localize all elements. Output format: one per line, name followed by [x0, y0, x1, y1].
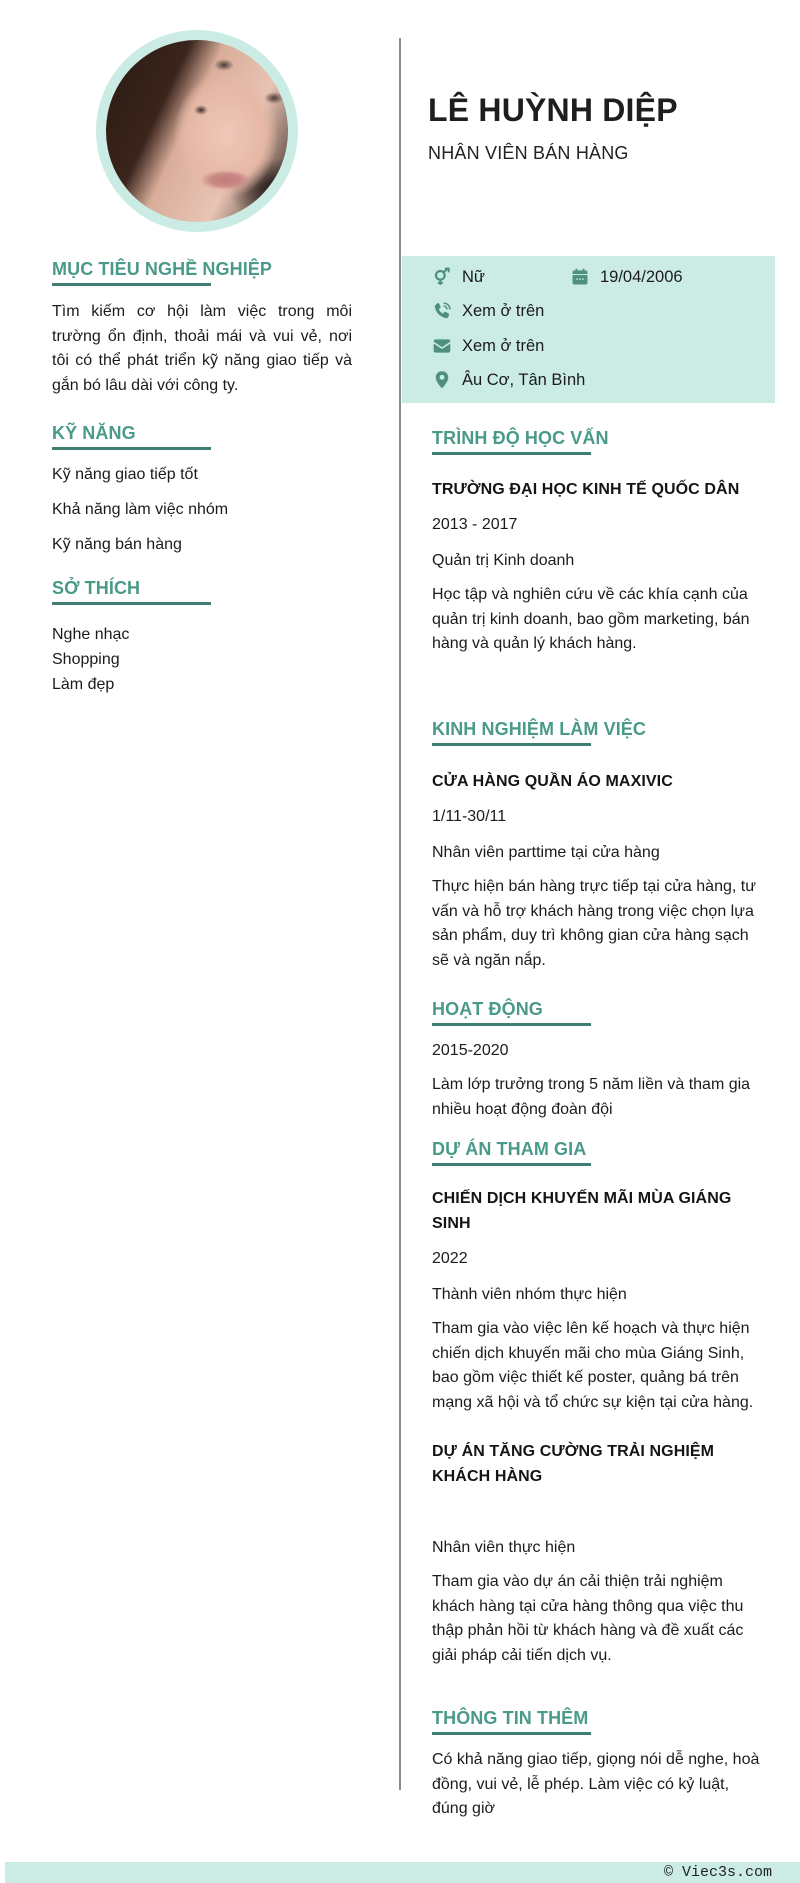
section-title: THÔNG TIN THÊM — [432, 1708, 589, 1728]
education-period: 2013 - 2017 — [432, 516, 518, 533]
project-item — [432, 1439, 762, 1668]
contact-block — [402, 256, 775, 403]
section-title: KINH NGHIỆM LÀM VIỆC — [432, 719, 647, 739]
projects-section — [432, 1138, 762, 1668]
skills-section — [52, 422, 352, 555]
phone-value: Xem ở trên — [462, 301, 545, 320]
education-description: Học tập và nghiên cứu về các khía cạnh của quản trị kinh doanh, bao gồm marketing, bán hàng và quản lý khách hàng. — [432, 586, 750, 652]
hobby-item: Shopping — [52, 651, 120, 668]
activity-description: Làm lớp trưởng trong 5 năm liền và tham gia nhiều hoạt động đoàn đội — [432, 1076, 751, 1118]
hobby-list — [52, 622, 352, 697]
calendar-icon — [570, 267, 590, 287]
birthday-value: 19/04/2006 — [600, 267, 683, 286]
experience-section — [432, 718, 762, 973]
project-name: DỰ ÁN TĂNG CƯỜNG TRẢI NGHIỆM KHÁCH HÀNG — [432, 1443, 715, 1485]
gender-icon — [432, 267, 452, 287]
skill-item: Kỹ năng giao tiếp tốt — [52, 466, 198, 483]
address-value: Âu Cơ, Tân Bình — [462, 370, 586, 389]
section-underline — [432, 1023, 591, 1026]
hobbies-section — [52, 577, 352, 697]
experience-position: Nhân viên parttime tại cửa hàng — [432, 844, 660, 861]
activity-period: 2015-2020 — [432, 1042, 509, 1059]
activities-section — [432, 998, 762, 1122]
contact-email — [432, 336, 544, 356]
job-title: NHÂN VIÊN BÁN HÀNG — [428, 143, 629, 163]
contact-gender — [432, 267, 485, 287]
footer-bar — [5, 1862, 800, 1883]
project-period: 2022 — [432, 1250, 468, 1267]
section-underline — [52, 283, 211, 286]
contact-phone — [432, 301, 544, 321]
copyright-text: © Viec3s.com — [663, 1864, 772, 1881]
gender-value: Nữ — [462, 267, 485, 286]
section-underline — [432, 452, 591, 455]
project-item — [432, 1186, 762, 1415]
education-major: Quản trị Kinh doanh — [432, 552, 575, 569]
project-name: CHIẾN DỊCH KHUYẾN MÃI MÙA GIÁNG SINH — [432, 1190, 732, 1232]
section-underline — [432, 1163, 591, 1166]
section-underline — [432, 743, 591, 746]
section-title: HOẠT ĐỘNG — [432, 999, 543, 1019]
project-description: Tham gia vào việc lên kế hoạch và thực hiện chiến dịch khuyến mãi cho mùa Giáng Sinh, bao gồm việc thiết kế poster, quảng bá trên mạng xã hội và tổ chức sự kiện tại cửa hàng. — [432, 1320, 754, 1411]
school-name: TRƯỜNG ĐẠI HỌC KINH TẾ QUỐC DÂN — [432, 481, 740, 498]
experience-description: Thực hiện bán hàng trực tiếp tại cửa hàng, tư vấn và hỗ trợ khách hàng trong việc chọn lựa sản phẩm, duy trì không gian cửa hàng sạch sẽ và ngăn nắp. — [432, 878, 756, 969]
candidate-name: LÊ HUỲNH DIỆP — [428, 92, 678, 128]
additional-info-section — [432, 1707, 762, 1822]
phone-icon — [432, 301, 452, 321]
section-title: SỞ THÍCH — [52, 578, 141, 598]
skill-item: Kỹ năng bán hàng — [52, 536, 182, 553]
contact-address — [432, 370, 585, 390]
hobby-item: Nghe nhạc — [52, 626, 130, 643]
hobby-item: Làm đẹp — [52, 676, 115, 693]
contact-birthday — [570, 267, 683, 287]
project-description: Tham gia vào dự án cải thiện trải nghiệm khách hàng tại cửa hàng thông qua việc thu thập phản hồi từ khách hàng và đề xuất các giải pháp cải tiến dịch vụ. — [432, 1573, 744, 1664]
section-title: MỤC TIÊU NGHỀ NGHIỆP — [52, 259, 273, 279]
envelope-icon — [432, 336, 452, 356]
section-underline — [52, 602, 211, 605]
additional-info-text: Có khả năng giao tiếp, giọng nói dễ nghe, hoà đồng, vui vẻ, lễ phép. Làm việc có kỷ luật, đúng giờ — [432, 1751, 760, 1817]
section-title: TRÌNH ĐỘ HỌC VẤN — [432, 428, 609, 448]
project-period — [432, 1502, 762, 1522]
avatar — [96, 30, 298, 232]
section-underline — [52, 447, 211, 450]
project-role: Nhân viên thực hiện — [432, 1539, 576, 1556]
section-title: KỸ NĂNG — [52, 423, 136, 443]
project-role: Thành viên nhóm thực hiện — [432, 1286, 627, 1303]
column-divider — [399, 38, 401, 1790]
objective-text: Tìm kiếm cơ hội làm việc trong môi trường ổn định, thoải mái và vui vẻ, nơi tôi có thể phát triển kỹ năng giao tiếp và gắn bó lâu dài với công ty. — [52, 303, 352, 394]
experience-period: 1/11-30/11 — [432, 808, 507, 825]
education-section — [432, 427, 762, 657]
company-name: CỬA HÀNG QUẦN ÁO MAXIVIC — [432, 773, 673, 790]
section-underline — [432, 1732, 591, 1735]
objective-section — [52, 258, 352, 398]
section-title: DỰ ÁN THAM GIA — [432, 1139, 587, 1159]
email-value: Xem ở trên — [462, 336, 545, 355]
skill-item: Khả năng làm việc nhóm — [52, 501, 229, 518]
location-pin-icon — [432, 370, 452, 390]
avatar-photo — [106, 40, 288, 222]
